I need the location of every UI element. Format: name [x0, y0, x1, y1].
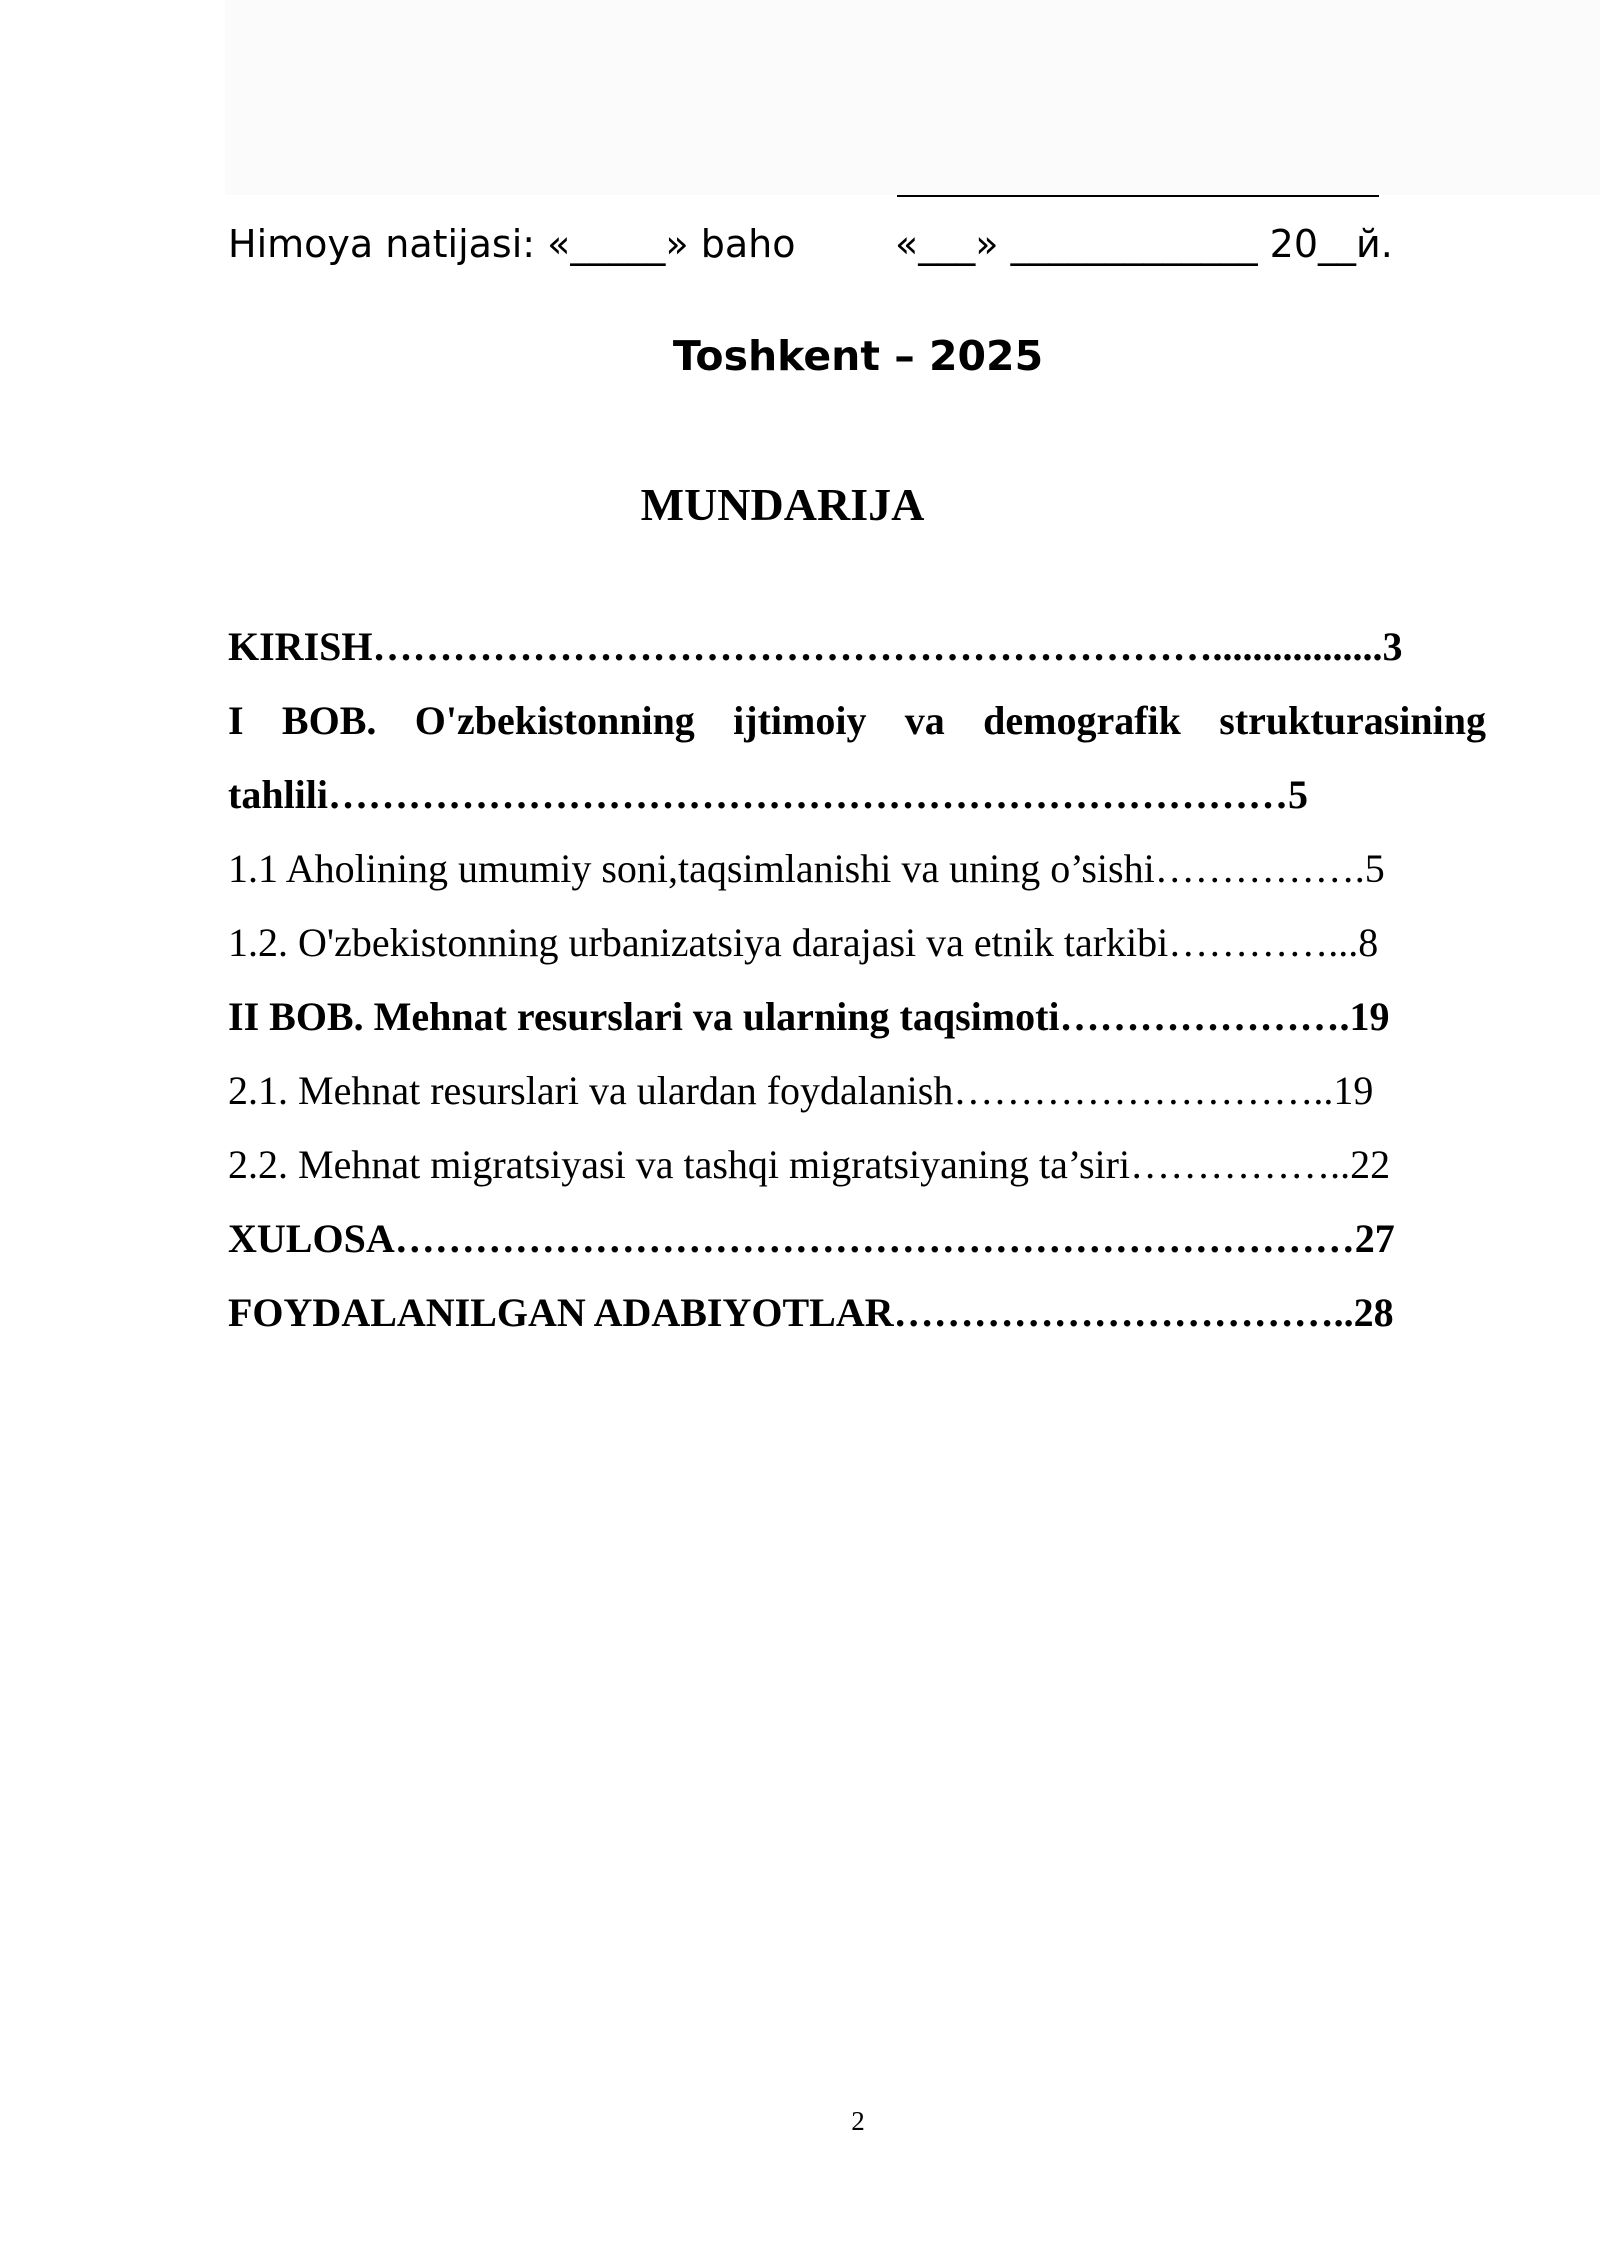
toc-entry-chapter-1-line-2: tahlili………………………………………………………………5	[228, 772, 1309, 817]
page-number: 2	[851, 2106, 865, 2136]
toc-entry-chapter-2: II BOB. Mehnat resurslari va ularning taqsimoti………………….19	[228, 994, 1390, 1039]
toc-entry-section-1-1: 1.1 Aholining umumiy soni,taqsimlanishi va uning o’sishi…………….5	[228, 846, 1385, 891]
table-of-contents	[228, 610, 1486, 1350]
toc-entry-section-2-2: 2.2. Mehnat migratsiyasi va tashqi migratsiyaning ta’siri……………..22	[228, 1142, 1391, 1187]
toc-entry-section-2-1: 2.1. Mehnat resurslari va ulardan foydalanish………………………..19	[228, 1068, 1374, 1113]
defense-result-line: Himoya natijasi: «_____» baho	[228, 222, 796, 266]
toc-entry-chapter-1-line-1: I BOB. O'zbekistonning ijtimoiy va demografik strukturasining	[228, 698, 1486, 743]
toc-entry-references: FOYDALANILGAN ADABIYOTLAR……………………………..28	[228, 1290, 1394, 1335]
scan-shade	[225, 0, 1600, 195]
toc-entry-conclusion: XULOSA………………………………………………………………27	[228, 1216, 1395, 1261]
signature-line	[897, 195, 1379, 197]
toc-title: MUNDARIJA	[640, 479, 925, 530]
city-year: Toshkent – 2025	[672, 332, 1044, 380]
toc-entry-kirish: KIRISH……………………………………………………….................3	[228, 624, 1403, 669]
date-line: «___» _____________ 20__й.	[895, 222, 1393, 266]
toc-entry-section-1-2: 1.2. O'zbekistonning urbanizatsiya darajasi va etnik tarkibi…………...8	[228, 920, 1379, 965]
